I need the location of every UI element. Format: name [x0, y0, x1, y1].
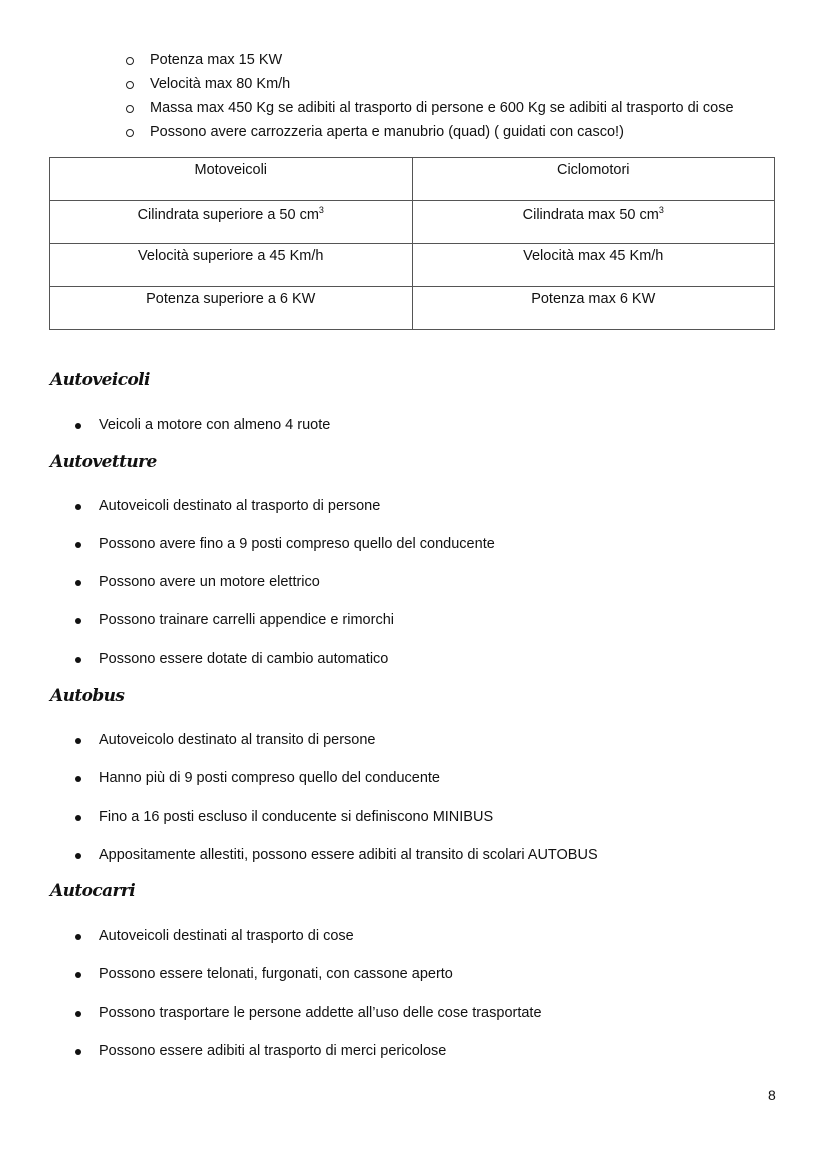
table-cell: Cilindrata max 50 $cm^3$ [412, 201, 775, 244]
table-cell: Cilindrata superiore a 50 $cm^3$ [50, 201, 413, 244]
bullet-icon [75, 657, 81, 663]
list-item: Possono avere un motore elettrico [99, 574, 320, 590]
bullet-icon [75, 580, 81, 586]
table-cell: Velocità superiore a 45 Km/h [50, 244, 413, 287]
page-number: 8 [768, 1087, 776, 1103]
bullet-icon [75, 1049, 81, 1055]
list-item: Possono trasportare le persone addette all’uso delle cose trasportate [99, 1005, 542, 1021]
table-row [50, 201, 775, 244]
list-item: Massa max 450 Kg se adibiti al trasporto di persone e 600 Kg se adibiti al trasporto di cose [150, 100, 734, 116]
list-item: Autoveicoli destinato al trasporto di persone [99, 498, 381, 514]
table-cell: Velocità max 45 Km/h [412, 244, 775, 287]
bullet-icon [75, 972, 81, 978]
list-item: Veicoli a motore con almeno 4 ruote [99, 417, 331, 433]
circle-bullet-icon [126, 129, 134, 137]
bullet-icon [75, 542, 81, 548]
circle-bullet-icon [126, 81, 134, 89]
section-heading: Autovetture [50, 452, 157, 472]
table-header-cell: Ciclomotori [412, 158, 775, 201]
section-heading: Autocarri [50, 881, 136, 901]
table-row [50, 244, 775, 287]
bullet-icon [75, 1011, 81, 1017]
section-heading: Autoveicoli [50, 370, 150, 390]
list-item: Possono essere dotate di cambio automatico [99, 651, 389, 667]
list-item: Velocità max 80 Km/h [150, 76, 291, 92]
bullet-icon [75, 853, 81, 859]
list-item: Fino a 16 posti escluso il conducente si definiscono MINIBUS [99, 809, 494, 825]
table-cell: Potenza max 6 KW [412, 287, 775, 330]
bullet-icon [75, 618, 81, 624]
list-item: Hanno più di 9 posti compreso quello del conducente [99, 770, 440, 786]
list-item: Possono avere fino a 9 posti compreso quello del conducente [99, 536, 495, 552]
table-header-row [50, 158, 775, 201]
circle-bullet-icon [126, 57, 134, 65]
table-row [50, 287, 775, 330]
bullet-icon [75, 815, 81, 821]
bullet-icon [75, 738, 81, 744]
table-header-cell: Motoveicoli [50, 158, 413, 201]
bullet-icon [75, 776, 81, 782]
bullet-icon [75, 504, 81, 510]
circle-bullet-icon [126, 105, 134, 113]
list-item: Possono essere telonati, furgonati, con cassone aperto [99, 966, 453, 982]
list-item: Possono avere carrozzeria aperta e manubrio (quad) ( guidati con casco!) [150, 124, 624, 140]
list-item: Appositamente allestiti, possono essere adibiti al transito di scolari AUTOBUS [99, 847, 598, 863]
comparison-table [49, 157, 775, 330]
list-item: Possono essere adibiti al trasporto di merci pericolose [99, 1043, 447, 1059]
bullet-icon [75, 423, 81, 429]
list-item: Possono trainare carrelli appendice e rimorchi [99, 612, 394, 628]
section-heading: Autobus [50, 686, 125, 706]
list-item: Potenza max 15 KW [150, 52, 283, 68]
table-cell: Potenza superiore a 6 KW [50, 287, 413, 330]
bullet-icon [75, 934, 81, 940]
list-item: Autoveicoli destinati al trasporto di cose [99, 928, 354, 944]
list-item: Autoveicolo destinato al transito di persone [99, 732, 376, 748]
